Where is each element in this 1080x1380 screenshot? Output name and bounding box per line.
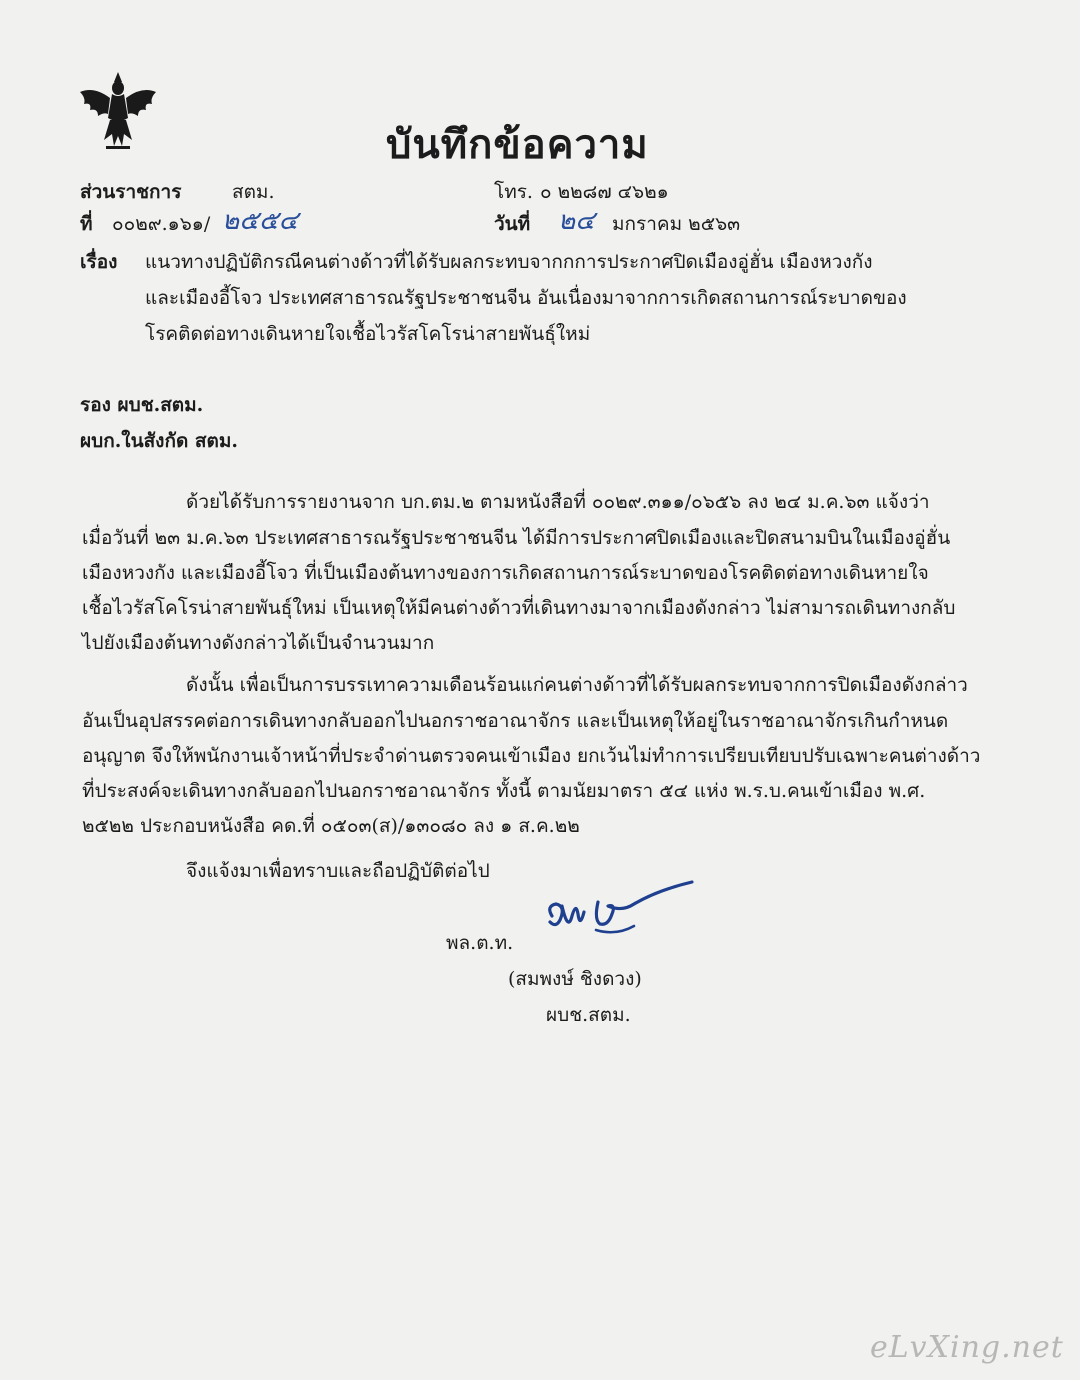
- body-line: ๒๕๒๒ ประกอบหนังสือ คด.ที่ ๐๕๐๓(ส)/๑๓๐๘๐ ลง ๑ ส.ค.๒๒: [82, 815, 580, 837]
- phone-label: โทร.: [494, 181, 533, 203]
- closing-line: จึงแจ้งมาเพื่อทราบและถือปฏิบัติต่อไป: [186, 860, 490, 882]
- signer-position: ผบช.สตม.: [546, 1004, 631, 1026]
- signer-rank: พล.ต.ท.: [446, 932, 514, 954]
- handwritten-signature: [538, 876, 698, 946]
- body-line: เมืองหวงกัง และเมืองอี้โจว ที่เป็นเมืองต้นทางของการเกิดสถานการณ์ระบาดของโรคติดต่อทางเดินหายใจ: [82, 562, 929, 584]
- subject-line: โรคติดต่อทางเดินหายใจเชื้อไวรัสโคโรน่าสายพันธุ์ใหม่: [145, 323, 591, 345]
- body-line: ดังนั้น เพื่อเป็นการบรรเทาความเดือนร้อนแก่คนต่างด้าวที่ได้รับผลกระทบจากการปิดเมืองดังกล่าว: [186, 674, 968, 696]
- garuda-emblem-icon: [76, 68, 160, 152]
- ref-handwritten: ๒๕๕๔: [222, 206, 299, 236]
- date-handwritten: ๒๔: [558, 206, 595, 236]
- body-line: อันเป็นอุปสรรคต่อการเดินทางกลับออกไปนอกราชอาณาจักร และเป็นเหตุให้อยู่ในราชอาณาจักรเกินกำหนด: [82, 710, 949, 732]
- department-value: สตม.: [232, 181, 275, 203]
- subject-label: เรื่อง: [80, 251, 118, 273]
- date-value: มกราคม ๒๕๖๓: [612, 213, 741, 235]
- body-line: อนุญาต จึงให้พนักงานเจ้าหน้าที่ประจำด่านตรวจคนเข้าเมือง ยกเว้นไม่ทำการเปรียบเทียบปรับเฉพาะคนต่างด้าว: [82, 745, 981, 767]
- recipient: ผบก.ในสังกัด สตม.: [80, 430, 238, 452]
- memo-title: บันทึกข้อความ: [386, 122, 649, 168]
- recipient: รอง ผบช.สตม.: [80, 394, 204, 416]
- body-line: ไปยังเมืองต้นทางดังกล่าวได้เป็นจำนวนมาก: [82, 632, 435, 654]
- body-line: ที่ประสงค์จะเดินทางกลับออกไปนอกราชอาณาจักร ทั้งนี้ ตามนัยมาตรา ๕๔ แห่ง พ.ร.บ.คนเข้าเมือง พ.ศ.: [82, 780, 926, 802]
- date-label: วันที่: [494, 213, 531, 235]
- subject-line: แนวทางปฏิบัติกรณีคนต่างด้าวที่ได้รับผลกระทบจากกการประกาศปิดเมืองอู่ฮั่น เมืองหวงกัง: [145, 251, 873, 273]
- body-line: เชื้อไวรัสโคโรน่าสายพันธุ์ใหม่ เป็นเหตุให้มีคนต่างด้าวที่เดินทางมาจากเมืองดังกล่าว ไม่สามารถเดินทางกลับ: [82, 597, 956, 619]
- watermark: eLvXing.net: [870, 1330, 1064, 1365]
- phone-value: ๐ ๒๒๘๗ ๔๖๒๑: [540, 181, 669, 203]
- department-label: ส่วนราชการ: [80, 181, 182, 203]
- body-line: เมื่อวันที่ ๒๓ ม.ค.๖๓ ประเทศสาธารณรัฐประชาชนจีน ได้มีการประกาศปิดเมืองและปิดสนามบินในเมืองอู่ฮั่น: [82, 527, 951, 549]
- ref-label: ที่: [80, 213, 93, 235]
- body-line: ด้วยได้รับการรายงานจาก บก.ตม.๒ ตามหนังสือที่ ๐๐๒๙.๓๑๑/๐๖๕๖ ลง ๒๔ ม.ค.๖๓ แจ้งว่า: [186, 491, 930, 513]
- signer-name: (สมพงษ์ ชิงดวง): [508, 968, 642, 990]
- ref-value: ๐๐๒๙.๑๖๑/: [112, 213, 211, 235]
- subject-line: และเมืองอี้โจว ประเทศสาธารณรัฐประชาชนจีน อันเนื่องมาจากการเกิดสถานการณ์ระบาดของ: [145, 287, 907, 309]
